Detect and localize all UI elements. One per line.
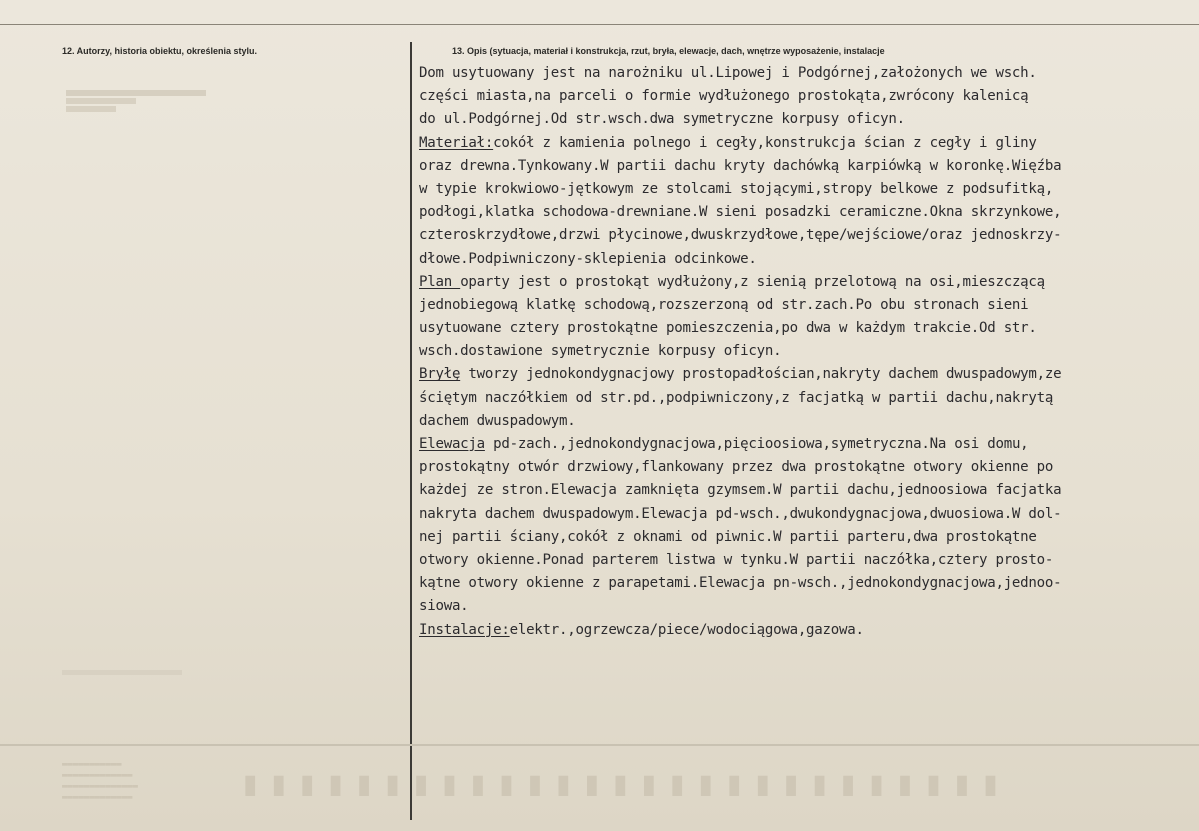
description-text: nakryta dachem dwuspadowym.Elewacja pd-wsch.,dwukondygnacjowa,dwuosiowa.W dol- [419, 505, 1062, 522]
description-text: tworzy jednokondygnacjowy prostopadłościan,nakryty dachem dwuspadowym,ze [460, 366, 1062, 383]
description-text: każdej ze stron.Elewacja zamknięta gzymsem.W partii dachu,jednoosiowa facjatka [419, 482, 1062, 499]
description-line [419, 85, 1179, 108]
description-line [419, 363, 1179, 386]
description-line [419, 108, 1179, 131]
description-line [419, 271, 1179, 294]
faint-bleed-through-label [62, 670, 182, 675]
description-line [419, 619, 1179, 642]
description-line [419, 503, 1179, 526]
description-line [419, 294, 1179, 317]
description-line [419, 132, 1179, 155]
description-line [419, 340, 1179, 363]
description-text: pd-zach.,jednokondygnacjowa,pięcioosiowa,symetryczna.Na osi domu, [484, 436, 1029, 452]
description-text: Dom usytuowany jest na narożniku ul.Lipowej i Podgórnej,założonych we wsch. [419, 65, 1037, 81]
column-divider [410, 42, 412, 820]
description-line [419, 224, 1179, 247]
description-text: siowa. [419, 598, 469, 615]
description-text: oraz drewna.Tynkowany.W partii dachu kryty dachówką karpiówką w koronkę.Więźba [419, 157, 1062, 174]
underlined-section-label: Materiał: [419, 134, 494, 151]
description-text: cokół z kamienia polnego i cegły,konstrukcja ścian z cegły i gliny [493, 134, 1037, 151]
description-text: części miasta,na parceli o formie wydłużonego prostokąta,zwrócony kalenicą [419, 88, 1029, 105]
description-text: prostokątny otwór drzwiowy,flankowany przez dwa prostokątne otwory okienne po [419, 459, 1054, 476]
description-text: oparty jest o prostokąt wydłużony,z sienią przelotową na osi,mieszczącą [460, 273, 1045, 290]
description-text: ściętym naczółkiem od str.pd.,podpiwniczony,z facjatką w partii dachu,nakrytą [419, 389, 1054, 406]
description-line [419, 572, 1179, 595]
description-line [419, 248, 1179, 271]
description-line [419, 155, 1179, 178]
faint-bleed-through-text [66, 88, 226, 114]
description-line [419, 456, 1179, 479]
description-line [419, 410, 1179, 433]
description-text: kątne otwory okienne z parapetami.Elewacja pn-wsch.,jednokondygnacjowa,jednoo- [419, 575, 1062, 592]
section-12-heading: 12. Autorzy, historia obiektu, określenia stylu. [62, 46, 258, 56]
description-text: w typie krokwiowo-jętkowym ze stolcami stojącymi,stropy belkowe z podsufitką, [419, 180, 1054, 197]
underlined-section-label: Elewacja [419, 436, 485, 452]
underlined-section-label: Bryłę [419, 366, 461, 383]
description-text: do ul.Podgórnej.Od str.wsch.dwa symetryczne korpusy oficyn. [419, 111, 905, 128]
description-line [419, 62, 1179, 85]
mirrored-letter-row: ▮▮▮▮▮▮▮▮▮▮▮▮▮▮▮▮▮▮▮▮▮▮▮▮▮▮▮ [240, 768, 1009, 808]
description-line [419, 201, 1179, 224]
description-line [419, 387, 1179, 410]
description-text: elektr.,ogrzewcza/piece/wodociągowa,gazowa. [509, 621, 864, 638]
bottom-rule [0, 744, 1199, 746]
description-line [419, 433, 1179, 456]
description-line [419, 317, 1179, 340]
description-text: wsch.dostawione symetrycznie korpusy oficyn. [419, 343, 782, 360]
description-line [419, 549, 1179, 572]
description-line [419, 595, 1179, 618]
typed-description [419, 62, 1179, 642]
mirrored-print-strip [0, 752, 1199, 820]
underlined-section-label: Instalacje: [419, 621, 510, 638]
description-line [419, 178, 1179, 201]
description-text: jednobiegową klatkę schodową,rozszerzoną od str.zach.Po obu stronach sieni [419, 296, 1029, 313]
description-text: dłowe.Podpiwniczony-sklepienia odcinkowe. [419, 250, 757, 267]
description-text: otwory okienne.Ponad parterem listwa w tynku.W partii naczółka,cztery prosto- [419, 551, 1054, 568]
description-text: podłogi,klatka schodowa-drewniane.W sieni posadzki ceramiczne.Okna skrzynkowe, [419, 204, 1062, 221]
top-rule [0, 24, 1199, 25]
description-line [419, 526, 1179, 549]
mirrored-stamp-text: ▬▬▬▬▬▬▬▬▬▬▬▬▬ ▬▬▬▬▬▬▬▬▬▬▬▬▬▬ ▬▬▬▬▬▬▬▬▬▬▬▬▬ ▬▬▬▬▬▬▬▬▬▬▬ [62, 759, 138, 802]
description-text: usytuowane cztery prostokątne pomieszczenia,po dwa w każdym trakcie.Od str. [419, 320, 1037, 337]
description-text: dachem dwuspadowym. [419, 412, 576, 429]
description-line [419, 479, 1179, 502]
description-text: czteroskrzydłowe,drzwi płycinowe,dwuskrzydłowe,tępe/wejściowe/oraz jednoskrzy- [419, 227, 1062, 244]
section-13-heading: 13. Opis (sytuacja, materiał i konstrukcja, rzut, bryła, elewacje, dach, wnętrze wyposażenie, instalacje [452, 46, 885, 56]
underlined-section-label: Plan [419, 273, 461, 290]
description-text: nej partii ściany,cokół z oknami od piwnic.W partii parteru,dwa prostokątne [419, 528, 1037, 545]
